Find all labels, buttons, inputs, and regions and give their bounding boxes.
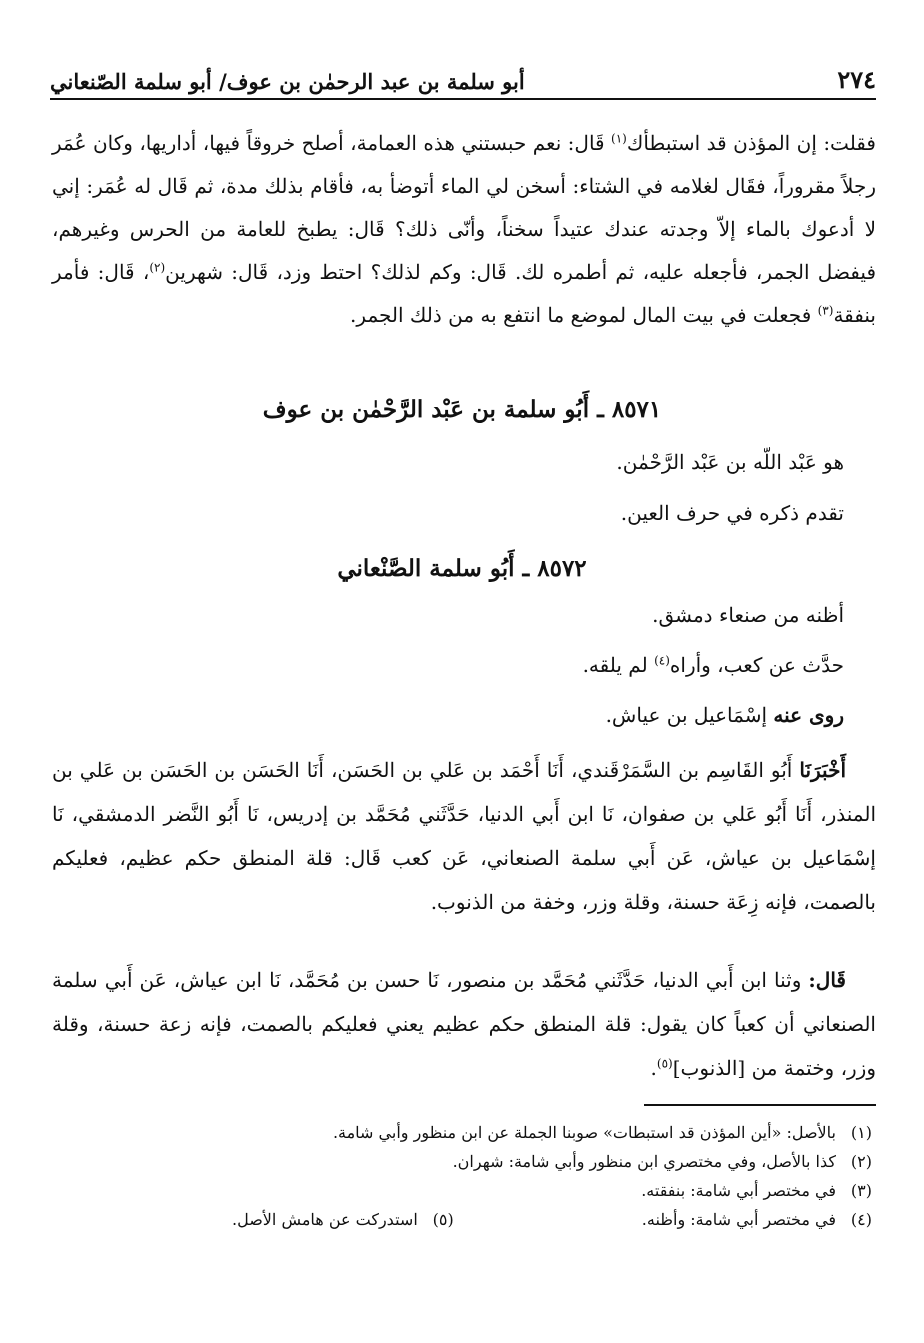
text-segment: إسْمَاعيل بن عياش. [605,703,774,727]
footnote-ref-5: (٥) [656,1056,673,1071]
text-segment: حدَّث عن كعب، وأراه [669,653,844,677]
text-segment: أَبُو القَاسِم بن السَّمَرْقَندي، أَنَا أَحْمَد بن عَلي بن الحَسَن، أَنَا الحَسَن بن الحَسَن بن عَلي بن المنذر، أَنَا أَبُو عَلي بن صفوان، نَا ابن أَبي الدنيا، حَدَّثَني مُحَمَّد بن إدريس، نَا أَبُو النَّضر الدمشقي، نَا إسْمَاعيل بن عياش، عَن أَبي سلمة الصنعاني، عَن كعب قَال: قلة المنطق حكم عظيم، فعليكم بالصمت، فإنه زِعَة حسنة، وقلة وزر، وخفة من الذنوب. [52,758,876,914]
text-segment: فقلت: إن المؤذن قد استبطأك [626,131,876,155]
footnote-5 [232,1205,454,1234]
footnote-text: بالأصل: «أين المؤذن قد استبطات» صوبنا الجملة عن ابن منظور وأبي شامة. [332,1123,836,1142]
footnote-text: استدركت عن هامش الأصل. [232,1210,418,1229]
text-segment: . [650,1056,657,1080]
footnote-number: (١) [850,1123,872,1142]
footnote-number: (٥) [432,1210,454,1229]
keyword-rawa-anhu: روى عنه [773,703,844,727]
entry-8572-line-1: أظنه من صنعاء دمشق. [652,603,844,627]
text-segment: وثنا ابن أَبي الدنيا، حَدَّثَني مُحَمَّد بن منصور، نَا حسن بن مُحَمَّد، نَا ابن عياش، عَن أَبي سلمة الصنعاني أن كعباً كان يقول: قلة المنطق حكم عظيم يعني فعليكم بالصمت، فإنه زعة حسنة، وقلة وزر، وختمة من [الذنوب] [52,968,876,1080]
footnote-divider [644,1104,876,1106]
text-segment: لم يلقه. [582,653,655,677]
paragraph-umar-story [52,122,876,337]
footnote-row-4-5 [232,1205,872,1234]
footnote-ref-4: (٤) [654,653,670,668]
footnote-number: (٣) [850,1181,872,1200]
footnote-ref-1: (١) [611,131,627,146]
entry-heading-8571: ٨٥٧١ ـ أَبُو سلمة بن عَبْد الرَّحْمٰن بن عوف [262,396,662,423]
running-title: أبو سلمة بن عبد الرحمٰن بن عوف/ أبو سلمة الصّنعاني [50,69,525,94]
footnote-3 [60,1176,872,1205]
text-segment: قَال: نعم حبستني هذه العمامة، أصلح خروقاً فيها، أداريها، وكان عُمَر رجلاً مقروراً، فقَال لغلامه في الشتاء: أسخن لي الماء أتوضأ به، فأقام بذلك مدة، ثم قَال له عُمَر: إني لا أدعوك بالماء إلاّ وجدته عندك عتيداً سخناً، وأنّى ذلك؟ قَال: يطبخ للعامة من الحرس وغيرهم، فيفضل الجمر، فأجعله عليه، ثم أطمره لك. قَال: وكم لذلك؟ احتط وزد، قَال: شهرين [52,131,877,284]
page-number: ٢٧٤ [837,65,876,94]
entry-heading-8572: ٨٥٧٢ ـ أَبُو سلمة الصَّنْعاني [337,555,587,582]
keyword-qala: قَال: [808,968,846,992]
footnote-ref-3: (٣) [817,303,834,318]
footnote-2 [60,1147,872,1176]
footnotes [60,1118,872,1234]
paragraph-isnad-2 [52,958,876,1090]
entry-8571-line-1: هو عَبْد اللّه بن عَبْد الرَّحْمٰن. [616,450,844,474]
keyword-akhbarana: أَخْبَرَنَا [799,758,846,782]
footnote-1 [60,1118,872,1147]
footnote-text: في مختصر أبي شامة: وأظنه. [641,1210,836,1229]
entry-8572-line-2 [60,650,844,680]
footnote-number: (٢) [850,1152,872,1171]
paragraph-isnad-1 [52,748,876,924]
footnote-ref-2: (٢) [149,260,166,275]
text-segment: فجعلت في بيت المال لموضع ما انتفع به من ذلك الجمر. [350,303,818,327]
page-header [50,56,876,100]
entry-8572-line-3 [60,700,844,730]
footnote-text: كذا بالأصل، وفي مختصري ابن منظور وأبي شامة: شهران. [452,1152,836,1171]
footnote-number: (٤) [850,1210,872,1229]
footnote-text: في مختصر أبي شامة: بنفقته. [641,1181,836,1200]
footnote-4 [642,1205,872,1234]
text-segment: ، قَال: فأمر بنفقة [52,260,876,327]
entry-8571-line-2: تقدم ذكره في حرف العين. [620,501,844,525]
